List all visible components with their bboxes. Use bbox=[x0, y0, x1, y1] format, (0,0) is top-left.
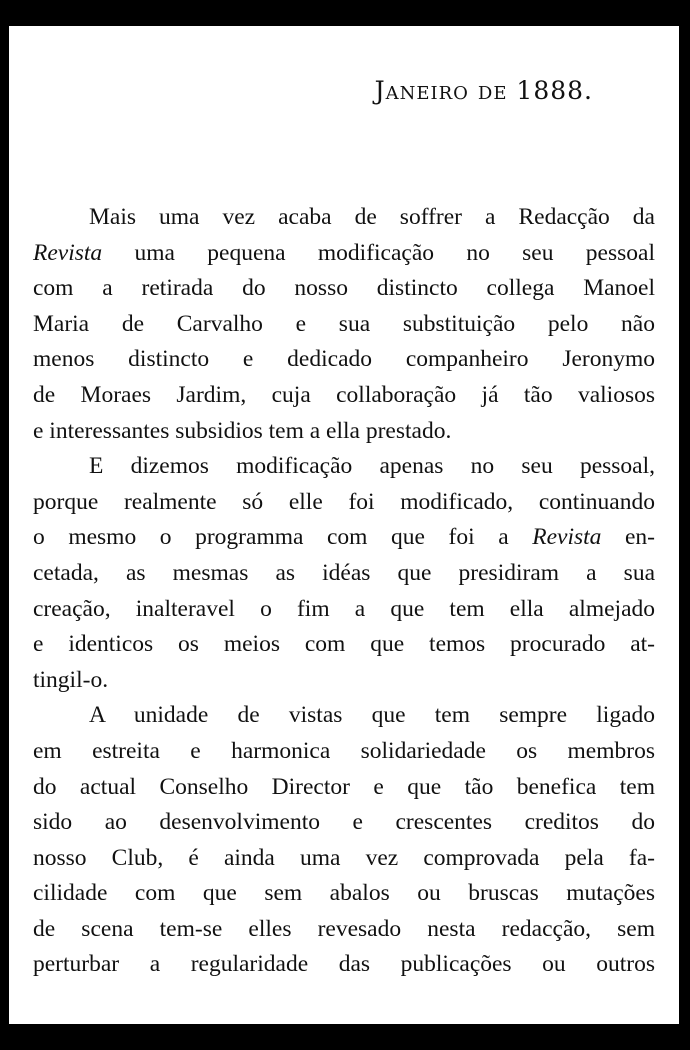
text-run: en- bbox=[601, 524, 655, 551]
text-run: em estreita e harmonica solidariedade os membros bbox=[33, 737, 655, 764]
italic-text: Revista bbox=[532, 524, 602, 551]
text-run: menos distincto e dedicado companheiro Jeronymo bbox=[33, 346, 655, 373]
text-line bbox=[33, 485, 655, 521]
text-line bbox=[33, 947, 655, 983]
text-line bbox=[33, 200, 655, 236]
text-run: de scena tem-se elles revesado nesta redacção, sem bbox=[33, 915, 655, 942]
dateline-de: de bbox=[477, 76, 508, 105]
text-run: nosso Club, é ainda uma vez comprovada pela fa- bbox=[33, 844, 655, 871]
text-line bbox=[33, 592, 655, 628]
text-run: com a retirada do nosso distincto collega Manoel bbox=[33, 275, 655, 302]
paragraph bbox=[33, 200, 655, 449]
text-run: cilidade com que sem abalos ou bruscas mutações bbox=[33, 880, 655, 907]
text-run: Maria de Carvalho e sua substituição pelo não bbox=[33, 310, 655, 337]
text-line bbox=[33, 770, 655, 806]
text-run: tingil-o. bbox=[33, 666, 109, 693]
paragraph bbox=[33, 698, 655, 983]
text-line bbox=[33, 876, 655, 912]
italic-text: Revista bbox=[33, 239, 103, 266]
text-run: porque realmente só elle foi modificado, continuando bbox=[33, 488, 655, 515]
text-line bbox=[33, 449, 655, 485]
text-line bbox=[33, 378, 655, 414]
text-run: uma pequena modificação no seu pessoal bbox=[102, 239, 655, 266]
text-line bbox=[33, 912, 655, 948]
text-line bbox=[33, 520, 655, 556]
text-line bbox=[33, 734, 655, 770]
article-body bbox=[33, 200, 655, 983]
text-line bbox=[33, 414, 655, 450]
text-run: o mesmo o programma com que foi a bbox=[33, 524, 533, 551]
paragraph bbox=[33, 449, 655, 698]
text-line bbox=[33, 307, 655, 343]
dateline bbox=[375, 76, 593, 105]
text-line bbox=[33, 271, 655, 307]
text-run: cetada, as mesmas as idéas que presidiram a sua bbox=[33, 559, 655, 586]
dateline-year: 1888. bbox=[516, 76, 593, 105]
text-run: do actual Conselho Director e que tão benefica tem bbox=[33, 773, 655, 800]
text-run: e identicos os meios com que temos procurado at- bbox=[33, 631, 655, 658]
text-line bbox=[33, 841, 655, 877]
text-run: e interessantes subsidios tem a ella prestado. bbox=[33, 417, 452, 444]
text-run: sido ao desenvolvimento e crescentes creditos do bbox=[33, 809, 655, 836]
text-run: A unidade de vistas que tem sempre ligado bbox=[89, 702, 655, 729]
text-run: E dizemos modificação apenas no seu pessoal, bbox=[89, 453, 655, 480]
text-line bbox=[33, 805, 655, 841]
text-line bbox=[33, 698, 655, 734]
text-line bbox=[33, 556, 655, 592]
text-line bbox=[33, 627, 655, 663]
text-line bbox=[33, 342, 655, 378]
dateline-month: Janeiro bbox=[374, 76, 469, 105]
text-run: creação, inalteravel o fim a que tem ella almejado bbox=[33, 595, 655, 622]
text-line bbox=[33, 663, 655, 699]
text-line bbox=[33, 236, 655, 272]
text-run: perturbar a regularidade das publicações ou outros bbox=[33, 951, 655, 978]
text-run: Mais uma vez acaba de soffrer a Redacção da bbox=[89, 204, 655, 230]
text-run: de Moraes Jardim, cuja collaboração já tão valiosos bbox=[33, 381, 655, 408]
document-page bbox=[9, 26, 679, 1024]
